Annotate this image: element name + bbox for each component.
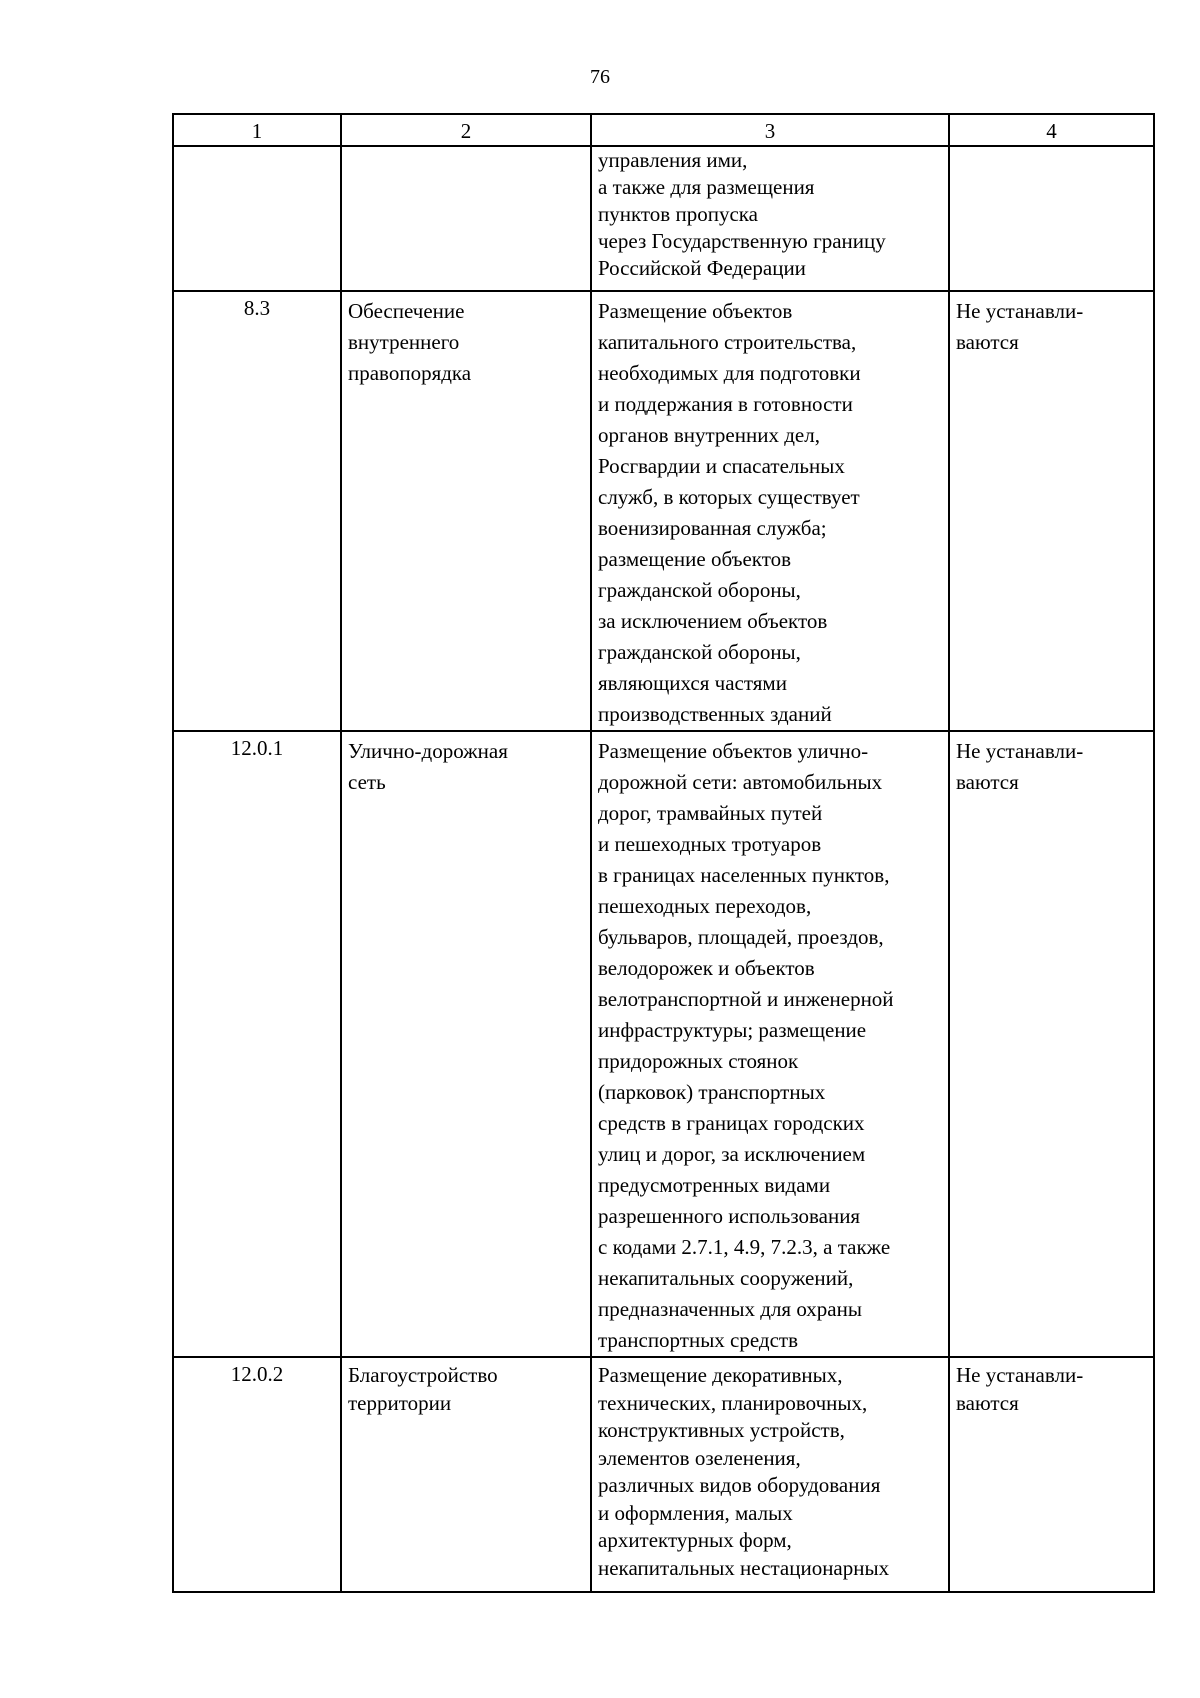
params-line: ваются — [956, 770, 1019, 794]
name-line: внутреннего — [348, 330, 460, 354]
description-line: а также для размещения — [598, 175, 815, 199]
row-code: 12.0.1 — [173, 731, 341, 1357]
column-header-4: 4 — [949, 114, 1154, 146]
table-row — [173, 1357, 1154, 1592]
row-code — [173, 146, 341, 291]
description-line: дорог, трамвайных путей — [598, 801, 823, 825]
params-line: Не устанавли- — [956, 739, 1084, 763]
description-line: архитектурных форм, — [598, 1528, 792, 1552]
row-code: 8.3 — [173, 291, 341, 731]
description-line: предусмотренных видами — [598, 1173, 831, 1197]
table-row — [173, 731, 1154, 1357]
description-line: Росгвардии и спасательных — [598, 454, 845, 478]
description-line: Размещение декоративных, — [598, 1363, 843, 1387]
description-line: Российской Федерации — [598, 256, 806, 280]
row-description — [591, 146, 949, 291]
description-line: пешеходных переходов, — [598, 894, 812, 918]
description-line: инфраструктуры; размещение — [598, 1018, 867, 1042]
description-line: производственных зданий — [598, 702, 832, 726]
description-line: (парковок) транспортных — [598, 1080, 826, 1104]
description-line: и пешеходных тротуаров — [598, 832, 822, 856]
description-line: конструктивных устройств, — [598, 1418, 845, 1442]
description-line: бульваров, площадей, проездов, — [598, 925, 884, 949]
description-line: велодорожек и объектов — [598, 956, 815, 980]
description-line: Размещение объектов — [598, 299, 793, 323]
description-line: с кодами 2.7.1, 4.9, 7.2.3, а также — [598, 1235, 891, 1259]
description-line: капитального строительства, — [598, 330, 857, 354]
column-header-2: 2 — [341, 114, 591, 146]
description-line: служб, в которых существует — [598, 485, 860, 509]
params-line: ваются — [956, 330, 1019, 354]
description-line: транспортных средств — [598, 1328, 799, 1352]
description-line: некапитальных нестационарных — [598, 1555, 890, 1580]
description-line: являющихся частями — [598, 671, 787, 695]
row-description — [591, 1357, 949, 1592]
description-line: через Государственную границу — [598, 229, 886, 253]
page-number: 76 — [590, 66, 610, 88]
description-line: предназначенных для охраны — [598, 1297, 862, 1321]
row-params — [949, 731, 1154, 1357]
name-line: Обеспечение — [348, 299, 465, 323]
name-line: сеть — [348, 770, 386, 794]
description-line: дорожной сети: автомобильных — [598, 770, 883, 794]
description-line: органов внутренних дел, — [598, 423, 820, 447]
description-line: и оформления, малых — [598, 1500, 793, 1525]
table-row — [173, 291, 1154, 731]
params-line: ваются — [956, 1390, 1019, 1415]
row-name — [341, 146, 591, 291]
description-line: военизированная служба; — [598, 516, 827, 540]
description-line: различных видов оборудования — [598, 1473, 881, 1497]
description-line: размещение объектов — [598, 547, 792, 571]
description-line: улиц и дорог, за исключением — [598, 1142, 866, 1166]
row-name — [341, 1357, 591, 1592]
row-params — [949, 1357, 1154, 1592]
table-header-row — [173, 114, 1154, 146]
name-line: правопорядка — [348, 361, 472, 385]
row-params — [949, 146, 1154, 291]
row-description — [591, 731, 949, 1357]
params-line: Не устанавли- — [956, 1363, 1084, 1387]
row-description — [591, 291, 949, 731]
description-line: элементов озеленения, — [598, 1445, 801, 1470]
description-line: необходимых для подготовки — [598, 361, 861, 385]
row-name — [341, 291, 591, 731]
description-line: некапитальных сооружений, — [598, 1266, 854, 1290]
column-header-1: 1 — [173, 114, 341, 146]
description-line: и поддержания в готовности — [598, 392, 853, 416]
description-line: придорожных стоянок — [598, 1049, 799, 1073]
land-use-table — [172, 113, 1155, 1593]
params-line: Не устанавли- — [956, 299, 1084, 323]
description-line: гражданской обороны, — [598, 640, 801, 664]
description-line: управления ими, — [598, 148, 748, 172]
table-row — [173, 146, 1154, 291]
row-code: 12.0.2 — [173, 1357, 341, 1592]
description-line: средств в границах городских — [598, 1111, 865, 1135]
name-line: Благоустройство — [348, 1363, 498, 1387]
description-line: Размещение объектов улично- — [598, 739, 869, 763]
description-line: за исключением объектов — [598, 609, 828, 633]
row-name — [341, 731, 591, 1357]
column-header-3: 3 — [591, 114, 949, 146]
description-line: велотранспортной и инженерной — [598, 987, 894, 1011]
description-line: разрешенного использования — [598, 1204, 861, 1228]
name-line: территории — [348, 1390, 452, 1415]
description-line: в границах населенных пунктов, — [598, 863, 890, 887]
description-line: технических, планировочных, — [598, 1390, 868, 1415]
description-line: гражданской обороны, — [598, 578, 801, 602]
description-line: пунктов пропуска — [598, 202, 758, 226]
row-params — [949, 291, 1154, 731]
name-line: Улично-дорожная — [348, 739, 508, 763]
